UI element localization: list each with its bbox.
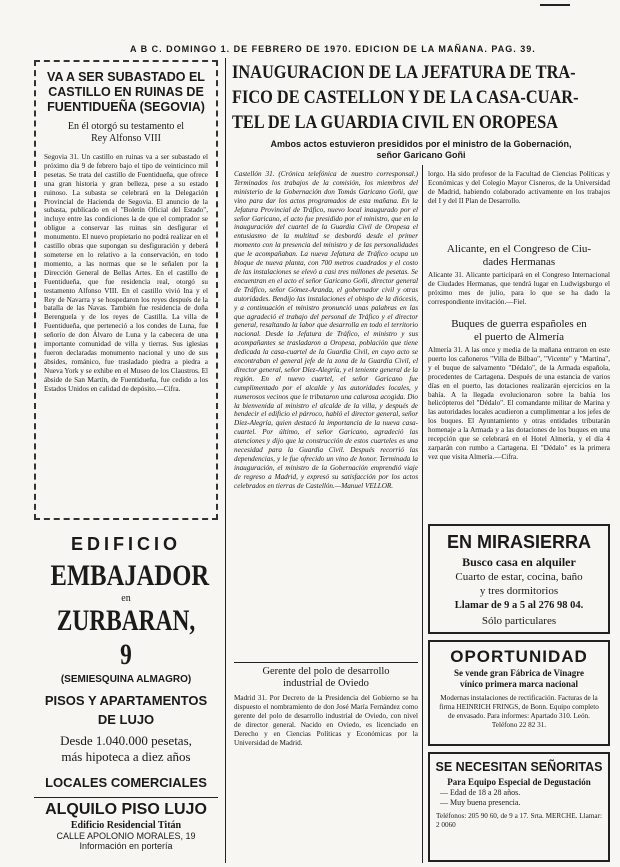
castillo-body: Segovia 31. Un castillo en ruinas va a ser subastado el próximo día 9 de febrero bajo el tipo de veinticinco mil pesetas. Se trata del castillo de Fuentidueña, que ofrece una gran historia y gran belleza, pese a su estado ruinoso. La subasta se celebrará en la Delegación Provincial de Hacienda de Segovia. El anuncio de la subasta, publicado en el "Boletín Oficial del Estado", incluye entre las condiciones la de que el comprador se obligue a conservar las ruinas sin desfigurar el monumento. El nuevo propietario no podrá realizar en el castillo obras que supongan su desfiguración y deberá someterse en lo relativo a la conservación, en todo momento, a las normas que se le señalen por la Dirección General de Bellas Artes. En el castillo de Fuentidueña, que fue residencia real, otorgó su testamento Alfonso VIII. En el castillo vivió Ina y el Rey de Navarra y se hospedaron los reyes después de la batalla de las Navas. También fue residencia de doña Berenguela y de los reyes de Castilla. La villa de Fuentidueña, que perteneció a los condes de Luna, fue señorío de don Álvaro de Luna y la cabecera de una importante comunidad de villa y tierras. Sus iglesias fueron declaradas monumento nacional y uno de sus ábsides, románico, fue trasladado piedra a piedra a Nueva York y se exhibe en el Museo de los Claustros. El ábside de San Martín, de Fuentidueña, fue cedido a los Estados Unidos en calidad de depósito.—Cifra. [44,153,208,393]
main-headline [232,60,610,161]
gerente-title-1: Gerente del polo de desarrollo [262,666,390,677]
castillo-headline-1: VA A SER SUBASTADO EL [47,70,205,84]
oportunidad-line-1: OPORTUNIDAD [450,647,588,666]
embajador-line-5: (SEMIESQUINA ALMAGRO) [60,674,192,685]
mirasierra-line-1: EN MIRASIERRA [446,532,591,552]
right-continuation: lorgo. Ha sido profesor de la Facultad de Ciencias Políticas y Económicas y del Colegio Mayor Cisneros, de la Universidad de Madrid, habiendo colaborado activamente en los trabajos del I y del II Plan de Desarrollo. [428,170,610,205]
buques-body: Almería 31. A las once y media de la mañana entraron en este puerto los cañoneros "Villa de Bilbao", "Vicente" y "Martina", y el buque de salvamento "Dédalo", de la Armada española, procedentes de Cartagena. Después de una estancia de varios días en el puerto, las dotaciones realizarán ejercicios en la bahía. A la llegada evolucionaron sobre la bahía los helicópteros del "Dédalo". El comandante militar de Marina y las autoridades locales acudieron a cumplimentar a los jefes de los buques. El Ayuntamiento y otras entidades tributarán homenaje a la Armada y a las dotaciones de los buques en una recepción que se celebrará en el Hotel Almería, y el día 4 zarparán con rumbo a Cartagena. El "Dédalo" es la primera vez que visita Almería.—Cifra. [428,346,610,461]
corner-mark [540,4,570,6]
senoritas-line-4: — Muy buena presencia. [440,798,521,807]
senoritas-ad [428,752,610,862]
gerente-body: Madrid 31. Por Decreto de la Presidencia del Gobierno se ha dispuesto el nombramiento de don José María Fernández como gerente del polo de desarrollo industrial de Oviedo, con nivel de director general. Nacido en Oviedo, es licenciado en Derecho y en Ciencias Políticas y Económicas por la Universidad de Madrid. [234,694,418,747]
embajador-line-7: DE LUJO [97,712,155,727]
alicante-body: Alicante 31. Alicante participará en el Congreso Internacional de Ciudades Hermanas, que tendrá lugar en Ludwigsburgo el próximo mes de julio, para lo que se ha dado la correspondiente invitación.—Fiel. [428,271,610,306]
senoritas-line-5: Teléfonos: 205 90 60, de 9 a 17. Srta. MERCHE. Llamar: 2 0060 [436,812,602,829]
embajador-line-6: PISOS Y APARTAMENTOS [44,693,208,708]
mirasierra-line-4: y tres dormitorios [479,585,559,597]
main-headline-2: FICO DE CASTELLON Y DE LA CASA-CUAR- [232,87,579,108]
mirasierra-line-3: Cuarto de estar, cocina, baño [455,571,583,583]
senoritas-line-2: Para Equipo Especial de Degustación [447,777,591,787]
castillo-article [34,60,218,520]
embajador-ad [34,528,218,792]
embajador-line-4: ZURBARAN, 9 [56,604,196,671]
mirasierra-line-6: Sólo particulares [481,615,557,627]
embajador-line-10: LOCALES COMERCIALES [45,775,207,790]
oportunidad-line-4: Modernas instalaciones de rectificación. Facturas de la firma HEINRICH FRINGS, de Bonn. Equipo completo de envasado. Para informes: Apartado 310. León. Teléfono 22 82 31. [439,694,599,729]
page-header: A B C. DOMINGO 1. DE FEBRERO DE 1970. EDICION DE LA MAÑANA. PAG. 39. [130,44,536,54]
castillo-sub-1: En él otorgó su testamento el [67,121,185,132]
buques-title-1: Buques de guerra españoles en [451,318,587,330]
gerente-title-2: industrial de Oviedo [283,678,369,689]
senoritas-line-3: — Edad de 18 a 28 años. [440,788,521,797]
castillo-headline-3: FUENTIDUEÑA (SEGOVIA) [47,100,205,114]
senoritas-line-1: SE NECESITAN SEÑORITAS [435,760,603,774]
castillo-sub-2: Rey Alfonso VIII [91,133,161,144]
buques-title-2: el puerto de Almería [473,331,565,343]
alquilo-line-3: CALLE APOLONIO MORALES, 19 [56,831,196,841]
gerente-title [234,666,418,690]
alicante-title-1: Alicante, en el Congreso de Ciu- [446,243,592,255]
alicante-title [428,243,610,269]
main-sub-2: señor Garicano Goñi [376,150,466,160]
column-rule [225,58,226,863]
alquilo-ad [34,800,218,862]
main-headline-1: INAUGURACION DE LA JEFATURA DE TRA- [232,62,576,83]
alicante-title-2: dades Hermanas [482,256,556,268]
mirasierra-ad [428,524,610,634]
embajador-line-9: más hipoteca a diez años [61,749,191,764]
column-rule [422,165,423,863]
embajador-line-1: EDIFICIO [70,534,181,554]
divider [34,797,218,798]
embajador-line-2: EMBAJADOR [50,559,210,592]
main-body: Castellón 31. (Crónica telefónica de nuestro corresponsal.) Terminados los trabajos de la comisión, los miembros del ministerio de la Gobernación don Tomás Garicano Goñi, que vino para dar los actos programados de esta mañana. En la Jefatura Provincial de Tráfico, nuevo local inaugurado por el señor Garicano, el acto fue presidido por el ministro, que en la inauguración del cuartel de la Guardia Civil de Oropesa el entusiasmo de la multitud se desbordó desde el primer momento con la presencia del ministro y de las personalidades que le acompañaban. La nueva Jefatura de Tráfico ocupa un bloque de nueva planta, con 700 metros cuadrados y el costo de las instalaciones se elevó a casi tres millones de pesetas. Se encuentran en el acto el señor Garicano Goñi, director general de Tráfico, señor Gómez-Aranda, el gobernador civil y otras autoridades. Bendijo las instalaciones el obispo de la diócesis, y a continuación el ministro pronunció unas palabras en las que agradeció el trabajo del personal de Tráfico y el director general, resaltando la labor que desarrolla en todo el territorio nacional. Desde la Jefatura de Tráfico, el ministro y sus acompañantes se trasladaron a Oropesa, población que tiene dedicada la casa-cuartel de la Guardia Civil, en cuyo acto se encontraban el general jefe de la zona de la Guardia Civil, el director general, señor Díez-Alegría, y el teniente general de la región. En el nuevo cuartel, el señor Garicano fue cumplimentado por el alcalde y las autoridades locales, y numerosos vecinos que le tributaron una calurosa acogida. Dio la bienvenida al ministro el alcalde de la villa, y después de bendecir el edificio el párroco, habló el director general, señor Díez-Alegría, quien destacó la importancia de la nueva casa-cuartel. Por último, el señor Garicano, agradeció las atenciones y dijo que la construcción de estos cuarteles es una necesidad para la Guardia Civil. Después recorrió las dependencias, y le fue ofrecido un vino de honor. Terminada la inauguración, el ministro de la Gobernación emprendió viaje de regreso a Madrid, y expresó su satisfacción por los actos celebrados en tierras de Castellón.—Manuel VELLOR. [234,170,418,490]
main-sub-1: Ambos actos estuvieron presididos por el ministro de la Gobernación, [270,139,572,149]
divider [234,662,418,663]
main-headline-3: TEL DE LA GUARDIA CIVIL EN OROPESA [232,112,558,133]
buques-title [428,318,610,344]
mirasierra-line-2: Busco casa en alquiler [462,555,576,569]
embajador-line-8: Desde 1.040.000 pesetas, [60,733,192,748]
alquilo-line-1: ALQUILO PISO LUJO [45,801,207,818]
oportunidad-ad [428,640,610,746]
castillo-headline-2: CASTILLO EN RUINAS DE [48,85,204,99]
alquilo-line-2: Edificio Residencial Titán [70,820,182,831]
embajador-line-3: en [121,593,131,604]
mirasierra-line-5: Llamar de 9 a 5 al 276 98 04. [454,600,584,611]
oportunidad-line-3: vínico primera marca nacional [459,679,579,689]
oportunidad-line-2: Se vende gran Fábrica de Vinagre [453,668,585,678]
alquilo-line-4: Información en portería [79,841,173,851]
